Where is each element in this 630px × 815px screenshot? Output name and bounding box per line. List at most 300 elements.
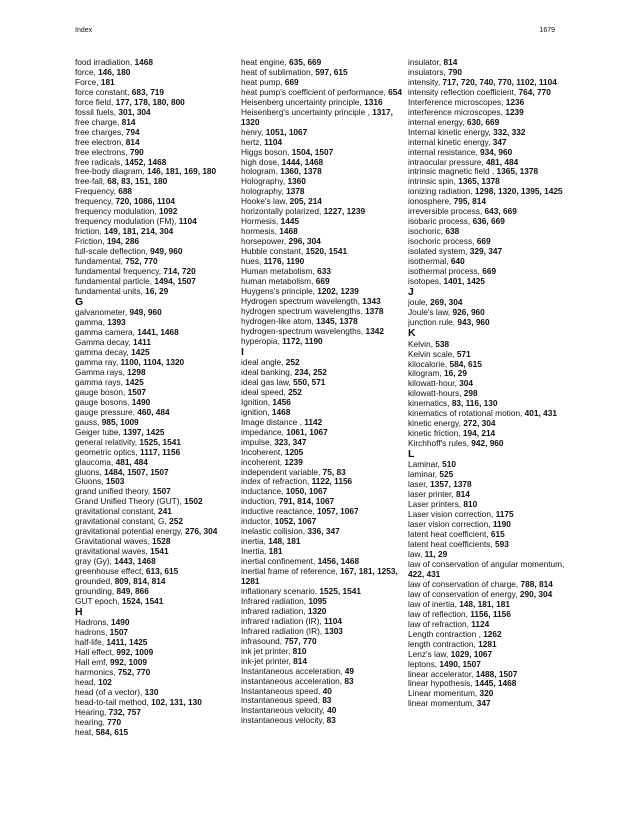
index-page-refs: 1050, 1067 bbox=[285, 486, 328, 497]
index-page-refs: 1202, 1239 bbox=[317, 285, 359, 296]
index-term: geometric optics, bbox=[75, 446, 141, 457]
index-page-refs: 757, 770 bbox=[284, 635, 317, 646]
index-entry bbox=[408, 277, 568, 287]
index-term: latent heat coefficients, bbox=[408, 539, 496, 550]
index-page-refs: 83 bbox=[326, 715, 336, 726]
index-term: human metabolism, bbox=[241, 275, 316, 286]
index-term: gamma ray, bbox=[75, 357, 121, 368]
index-term: Kelvin, bbox=[408, 338, 436, 349]
index-page-refs: 234, 252 bbox=[294, 367, 327, 377]
index-page-refs: 1397, 1425 bbox=[122, 426, 165, 437]
index-term: isochoric, bbox=[408, 226, 446, 237]
index-term: ignition, bbox=[241, 406, 272, 417]
index-page-refs: 943, 960 bbox=[457, 317, 490, 328]
index-page-refs: 40 bbox=[322, 685, 332, 696]
index-term: gauge bosons, bbox=[75, 396, 132, 407]
index-page-refs: 788, 814 bbox=[520, 578, 553, 589]
index-term: gamma camera, bbox=[75, 327, 138, 338]
index-page-refs: 1456 bbox=[272, 396, 291, 407]
index-page-refs: 1456, 1468 bbox=[317, 556, 360, 567]
index-term: half-life, bbox=[75, 637, 107, 648]
index-page-refs: 1360 bbox=[287, 176, 306, 187]
index-term: force constant, bbox=[75, 86, 132, 97]
running-header-title: Index bbox=[75, 27, 93, 34]
index-term: independent variable, bbox=[241, 466, 323, 477]
index-page-refs: 949, 960 bbox=[150, 246, 183, 257]
index-page-refs: 167, 181, 1253, 1281 bbox=[241, 566, 398, 587]
index-term: Geiger tube, bbox=[75, 426, 123, 437]
index-term: Interference microscopes, bbox=[408, 96, 506, 107]
index-page-refs: 16, 29 bbox=[443, 368, 468, 379]
index-term: Force, bbox=[75, 76, 101, 87]
index-term: impedance, bbox=[241, 426, 287, 437]
index-term: gravitational waves, bbox=[75, 546, 151, 557]
index-page-refs: 296, 304 bbox=[288, 236, 321, 247]
index-page-refs: 538 bbox=[435, 338, 450, 349]
index-term: inductive reactance, bbox=[241, 506, 318, 517]
index-term: isotopes, bbox=[408, 275, 444, 286]
index-term: infrared radiation (IR), bbox=[241, 615, 325, 626]
index-term: fundamental particle, bbox=[75, 275, 155, 286]
index-page-refs: 181 bbox=[100, 76, 115, 87]
index-term: Holography, bbox=[241, 176, 288, 187]
index-section-letter: J bbox=[408, 285, 414, 298]
index-term: ionosphere, bbox=[408, 196, 454, 207]
index-page-refs: 252 bbox=[169, 516, 183, 527]
index-term: law of reflection, bbox=[408, 608, 471, 619]
index-page-refs: 148, 181, 181 bbox=[459, 598, 510, 609]
index-term: Grand Unified Theory (GUT), bbox=[75, 496, 185, 507]
index-term: Infrared radiation (IR), bbox=[241, 625, 325, 636]
index-page-refs: 102 bbox=[98, 677, 112, 687]
index-page-refs: 1262 bbox=[483, 628, 502, 639]
index-term: kinematics of rotational motion, bbox=[408, 408, 525, 419]
index-term: incoherent, bbox=[241, 456, 285, 467]
index-page-refs: 949, 960 bbox=[129, 307, 162, 318]
index-term: head (of a vector), bbox=[75, 686, 145, 697]
index-term: hologram, bbox=[241, 166, 281, 177]
index-page-refs: 1425 bbox=[125, 376, 144, 387]
index-page-refs: 290, 304 bbox=[519, 588, 553, 599]
index-page-refs: 146, 180 bbox=[98, 66, 131, 77]
index-page-refs: 1317, 1320 bbox=[241, 106, 393, 127]
index-term: kilocalorie, bbox=[408, 358, 450, 369]
index-page-refs: 633 bbox=[317, 266, 331, 277]
index-term: hues, bbox=[241, 256, 264, 267]
index-page-refs: 401, 431 bbox=[524, 408, 557, 419]
index-page-refs: 992, 1009 bbox=[110, 657, 147, 668]
index-term: ideal angle, bbox=[241, 357, 286, 368]
index-page-refs: 795, 814 bbox=[453, 196, 486, 207]
index-page-refs: 1156, 1156 bbox=[470, 608, 511, 619]
index-page-refs: 643, 669 bbox=[484, 206, 517, 217]
index-term: ink jet printer, bbox=[241, 645, 293, 656]
index-term: grounding, bbox=[75, 585, 117, 596]
index-term: fossil fuels, bbox=[75, 106, 119, 117]
index-term: inductance, bbox=[241, 486, 286, 497]
index-term: kilogram, bbox=[408, 368, 444, 379]
index-term: GUT epoch, bbox=[75, 595, 122, 606]
index-term: free electron, bbox=[75, 136, 126, 147]
index-page-refs: 1029, 1067 bbox=[450, 648, 493, 659]
index-term: kinematics, bbox=[408, 398, 452, 409]
index-section-letter: G bbox=[75, 295, 84, 308]
index-term: ideal banking, bbox=[241, 367, 295, 377]
index-term: gamma rays, bbox=[75, 376, 126, 387]
index-term: Huygens's principle, bbox=[241, 285, 318, 296]
index-term: hydrogen-like atom, bbox=[241, 315, 317, 326]
index-page-refs: 205, 214 bbox=[289, 196, 322, 207]
index-term: intrinsic spin, bbox=[408, 176, 459, 187]
index-page-refs: 809, 814, 814 bbox=[114, 576, 166, 587]
index-term: Heisenberg's uncertainty principle , bbox=[241, 106, 373, 117]
index-term: index of refraction, bbox=[241, 476, 312, 487]
index-term: Linear momentum, bbox=[408, 688, 480, 699]
index-entry bbox=[408, 699, 568, 709]
index-term: full-scale deflection, bbox=[75, 246, 151, 257]
index-term: Gluons, bbox=[75, 476, 106, 487]
index-page-refs: 942, 960 bbox=[471, 438, 504, 449]
index-page-refs: 1343 bbox=[362, 295, 381, 306]
index-page-refs: 814 bbox=[443, 57, 458, 67]
index-page-refs: 1490, 1507 bbox=[439, 658, 481, 669]
index-term: Lenz's law, bbox=[408, 648, 451, 659]
index-term: gluons, bbox=[75, 466, 105, 477]
index-page-refs: 323, 347 bbox=[274, 436, 307, 447]
index-page-refs: 669 bbox=[315, 275, 330, 286]
index-term: henry, bbox=[241, 126, 266, 137]
index-page-refs: 1443, 1468 bbox=[114, 556, 156, 567]
index-page-refs: 525 bbox=[439, 469, 454, 480]
index-page-refs: 102, 131, 130 bbox=[151, 696, 202, 707]
index-term: infrasound, bbox=[241, 635, 285, 646]
index-term: fundamental, bbox=[75, 256, 126, 267]
index-term: laser vision correction, bbox=[408, 519, 493, 530]
index-page-refs: 1441, 1468 bbox=[137, 327, 179, 338]
index-term: Hubble constant, bbox=[241, 246, 306, 257]
index-page-refs: 1468 bbox=[279, 226, 298, 237]
index-entry bbox=[408, 560, 568, 580]
index-page-refs: 481, 484 bbox=[485, 156, 519, 167]
index-section-letter: K bbox=[408, 327, 416, 340]
index-page-refs: 1124 bbox=[471, 618, 490, 629]
index-term: inflationary scenario, bbox=[241, 585, 320, 596]
index-page-refs: 926, 960 bbox=[452, 307, 485, 318]
index-page-refs: 1520, 1541 bbox=[305, 246, 348, 257]
index-term: Frequency, bbox=[75, 186, 119, 197]
index-term: law of refraction, bbox=[408, 618, 472, 629]
index-term: frequency modulation (FM), bbox=[75, 216, 179, 227]
index-page-refs: 732, 757 bbox=[108, 706, 141, 717]
index-term: inelastic collision, bbox=[241, 526, 308, 537]
index-term: Human metabolism, bbox=[241, 266, 318, 277]
index-page-refs: 630, 669 bbox=[466, 116, 500, 127]
index-page-refs: 720, 1086, 1104 bbox=[115, 196, 175, 207]
index-page-refs: 1239 bbox=[284, 456, 303, 467]
index-term: force field, bbox=[75, 96, 116, 107]
index-term: Kelvin scale, bbox=[408, 348, 457, 359]
index-term: heat pump, bbox=[241, 76, 285, 87]
index-term: internal kinetic energy, bbox=[408, 136, 493, 147]
index-page-refs: 814 bbox=[125, 136, 140, 147]
index-entry bbox=[408, 439, 568, 449]
index-term: free charge, bbox=[75, 116, 122, 127]
index-term: Laminar, bbox=[408, 459, 443, 470]
index-term: linear accelerator, bbox=[408, 668, 476, 679]
index-page-refs: 1239 bbox=[505, 106, 524, 117]
index-term: Hooke's law, bbox=[241, 196, 290, 207]
index-term: internal resistance, bbox=[408, 146, 480, 157]
index-term: instantaneous acceleration, bbox=[241, 675, 345, 686]
index-page-refs: 1444, 1468 bbox=[281, 156, 324, 167]
index-page-refs: 814 bbox=[455, 489, 470, 500]
index-page-refs: 83 bbox=[344, 675, 354, 686]
index-page-refs: 1057, 1067 bbox=[317, 506, 359, 517]
index-page-refs: 83, 116, 130 bbox=[451, 398, 498, 409]
index-term: length contraction, bbox=[408, 638, 479, 649]
index-term: isothermal, bbox=[408, 256, 451, 267]
index-page-refs: 597, 615 bbox=[315, 66, 348, 77]
index-term: gauge pressure, bbox=[75, 406, 138, 417]
index-term: infrared radiation, bbox=[241, 605, 308, 616]
index-term: Ignition, bbox=[241, 396, 273, 407]
index-page-refs: 347 bbox=[476, 698, 491, 709]
index-term: hydrogen-spectrum wavelengths, bbox=[241, 325, 366, 336]
index-page-refs: 481, 484 bbox=[115, 456, 148, 467]
index-page-refs: 669 bbox=[482, 266, 497, 277]
index-term: ideal speed, bbox=[241, 386, 289, 397]
index-page-refs: 320 bbox=[479, 688, 494, 699]
index-page-refs: 1227, 1239 bbox=[323, 206, 366, 217]
index-page-refs: 1360, 1378 bbox=[280, 166, 322, 177]
index-term: kilowatt-hours, bbox=[408, 388, 464, 399]
index-page-refs: 1175 bbox=[495, 509, 514, 520]
index-term: Incoherent, bbox=[241, 446, 285, 457]
index-term: intraocular pressure, bbox=[408, 156, 486, 167]
index-page-refs: 1205 bbox=[284, 446, 304, 457]
index-page-refs: 1298, 1320, 1395, 1425 bbox=[474, 186, 563, 197]
index-page-refs: 636, 669 bbox=[472, 216, 505, 227]
index-page-refs: 1503 bbox=[105, 476, 125, 487]
index-page-refs: 332, 332 bbox=[493, 126, 526, 137]
index-term: Gamma rays, bbox=[75, 367, 128, 377]
index-page-refs: 1525, 1541 bbox=[319, 585, 361, 596]
index-page-refs: 49 bbox=[344, 665, 355, 676]
index-page-refs: 272, 304 bbox=[463, 418, 496, 429]
index-term: Gravitational waves, bbox=[75, 536, 153, 547]
index-page-refs: 1452, 1468 bbox=[124, 156, 167, 167]
index-page-refs: 301, 304 bbox=[118, 106, 151, 117]
index-term: latent heat coefficient, bbox=[408, 529, 491, 540]
index-page-refs: 460, 484 bbox=[137, 406, 170, 417]
index-term: friction, bbox=[75, 226, 105, 237]
index-page-refs: 304 bbox=[459, 378, 474, 389]
index-page-refs: 1100, 1104, 1320 bbox=[120, 357, 185, 368]
page-number: 1679 bbox=[539, 27, 555, 34]
index-page-refs: 1104 bbox=[178, 216, 197, 227]
index-page-refs: 992, 1009 bbox=[116, 647, 154, 658]
index-term: inertial frame of reference, bbox=[241, 566, 341, 577]
index-term: intrinsic magnetic field , bbox=[408, 166, 497, 177]
index-page-refs: 810 bbox=[463, 499, 478, 510]
index-page-refs: 1298 bbox=[127, 367, 146, 377]
index-term: Hadrons, bbox=[75, 617, 111, 628]
index-page-refs: 615 bbox=[490, 529, 505, 540]
index-page-refs: 1488, 1507 bbox=[475, 668, 518, 679]
index-term: law, bbox=[408, 549, 425, 560]
index-term: Hormesis, bbox=[241, 216, 281, 227]
index-term: Instantaneous speed, bbox=[241, 685, 323, 696]
index-page-refs: 177, 178, 180, 800 bbox=[115, 96, 185, 107]
index-page-refs: 194, 286 bbox=[106, 236, 140, 247]
index-page-refs: 1507 bbox=[152, 486, 171, 497]
index-page-refs: 1303 bbox=[324, 625, 343, 636]
index-term: ink-jet printer, bbox=[241, 655, 294, 666]
index-term: insulators, bbox=[408, 66, 449, 77]
index-term: gray (Gy), bbox=[75, 556, 115, 567]
index-page-refs: 985, 1009 bbox=[101, 416, 139, 427]
index-page-refs: 252 bbox=[288, 386, 302, 397]
index-page-refs: 1502 bbox=[184, 496, 203, 507]
index-page-refs: 40 bbox=[327, 705, 337, 716]
index-page-refs: 1401, 1425 bbox=[443, 275, 486, 286]
index-term: Hall effect, bbox=[75, 647, 117, 658]
index-section-letter: I bbox=[241, 345, 244, 358]
index-column-3 bbox=[408, 58, 568, 709]
index-page-refs: 1104 bbox=[324, 615, 343, 626]
index-term: fundamental frequency, bbox=[75, 266, 164, 277]
index-page-refs: 11, 29 bbox=[424, 549, 448, 560]
index-term: gravitational potential energy, bbox=[75, 526, 186, 537]
index-term: irreversible process, bbox=[408, 206, 485, 217]
index-page-refs: 16, 29 bbox=[145, 285, 169, 296]
index-page-refs: 669 bbox=[476, 236, 491, 247]
index-term: general relativity, bbox=[75, 436, 140, 447]
index-term: Instantaneous velocity, bbox=[241, 705, 328, 716]
index-term: law of inertia, bbox=[408, 598, 460, 609]
index-page-refs: 1320 bbox=[307, 605, 327, 616]
index-page-refs: 194, 214 bbox=[462, 428, 496, 439]
index-term: hertz, bbox=[241, 136, 265, 147]
index-term: linear hypothesis, bbox=[408, 678, 475, 689]
index-page-refs: 814 bbox=[121, 116, 136, 127]
index-page-refs: 1104 bbox=[264, 136, 283, 147]
index-term: laser printer, bbox=[408, 489, 456, 500]
index-page-refs: 752, 770 bbox=[117, 667, 151, 678]
index-page-refs: 1117, 1156 bbox=[140, 446, 181, 457]
index-term: Hearing, bbox=[75, 706, 109, 717]
index-term: frequency, bbox=[75, 196, 116, 207]
index-term: gauge boson, bbox=[75, 386, 128, 397]
index-page-refs: 298 bbox=[463, 388, 478, 399]
index-term: horizontally polarized, bbox=[241, 206, 324, 217]
index-page-refs: 1445 bbox=[280, 216, 300, 227]
index-page-refs: 1490 bbox=[131, 396, 151, 407]
index-page-refs: 1378 bbox=[365, 305, 384, 316]
index-term: laminar, bbox=[408, 469, 440, 480]
index-term: law of conservation of angular momentum, bbox=[408, 559, 565, 570]
index-page-refs: 148, 181 bbox=[268, 536, 301, 547]
index-page-refs: 1345, 1378 bbox=[316, 315, 358, 326]
index-page-refs: 1494, 1507 bbox=[154, 275, 196, 286]
index-page-refs: 638 bbox=[445, 226, 460, 237]
index-term: free-fall, bbox=[75, 176, 108, 187]
index-term: Inertia, bbox=[241, 546, 269, 557]
index-term: insulator, bbox=[408, 57, 444, 67]
index-term: instantaneous speed, bbox=[241, 695, 323, 706]
index-term: Hall emf, bbox=[75, 657, 111, 668]
index-section-letter: H bbox=[75, 605, 83, 618]
index-page-refs: 814 bbox=[293, 655, 307, 666]
index-term: ideal gas law, bbox=[241, 376, 294, 387]
index-term: Kirchhoff's rules, bbox=[408, 438, 472, 449]
index-term: laser, bbox=[408, 479, 431, 490]
index-term: gravitational constant, G, bbox=[75, 516, 170, 527]
index-page-refs: 714, 720 bbox=[163, 266, 196, 277]
index-page-refs: 764, 770 bbox=[518, 86, 551, 97]
index-term: high dose, bbox=[241, 156, 282, 167]
index-term: Infrared radiation, bbox=[241, 595, 309, 606]
index-term: gauss, bbox=[75, 416, 102, 427]
index-page-refs: 654 bbox=[388, 86, 403, 97]
index-section-letter: L bbox=[408, 448, 415, 461]
index-term: hadrons, bbox=[75, 627, 110, 638]
index-term: Laser printers, bbox=[408, 499, 464, 510]
index-page-refs: 584, 615 bbox=[449, 358, 482, 369]
index-term: intensity, bbox=[408, 76, 443, 87]
index-page-refs: 1342 bbox=[365, 325, 384, 336]
index-term: gamma, bbox=[75, 317, 108, 328]
index-term: free electrons, bbox=[75, 146, 130, 157]
index-page-refs: 75, 83 bbox=[322, 466, 346, 477]
index-term: Joule's law, bbox=[408, 307, 453, 318]
index-page-refs: 1484, 1507, 1507 bbox=[104, 466, 169, 477]
index-page-refs: 276, 304 bbox=[185, 526, 218, 537]
index-page-refs: 1357, 1378 bbox=[430, 479, 472, 490]
index-page-refs: 68, 83, 151, 180 bbox=[107, 176, 168, 187]
index-term: inertial confinement, bbox=[241, 556, 318, 567]
index-term: Hydrogen spectrum wavelength, bbox=[241, 295, 363, 306]
index-term: force, bbox=[75, 66, 99, 77]
index-page-refs: 1061, 1067 bbox=[286, 426, 328, 437]
index-term: linear momentum, bbox=[408, 698, 477, 709]
index-page-refs: 1095 bbox=[308, 595, 327, 606]
index-page-refs: 83 bbox=[322, 695, 332, 706]
index-page-refs: 1490 bbox=[110, 617, 130, 628]
index-entry bbox=[241, 108, 403, 128]
index-term: internal energy, bbox=[408, 116, 467, 127]
index-term: junction rule, bbox=[408, 317, 458, 328]
index-page-refs: 1393 bbox=[107, 317, 126, 328]
index-page-refs: 1504, 1507 bbox=[291, 146, 334, 157]
index-term: isolated system, bbox=[408, 246, 470, 257]
index-page-refs: 1528 bbox=[152, 536, 171, 547]
index-entry bbox=[241, 716, 403, 726]
index-term: free charges, bbox=[75, 126, 126, 137]
index-page-refs: 1524, 1541 bbox=[121, 595, 164, 606]
index-term: kinetic energy, bbox=[408, 418, 464, 429]
index-page-refs: 1468 bbox=[271, 406, 291, 417]
index-page-refs: 1507 bbox=[109, 627, 129, 638]
index-page-refs: 593 bbox=[495, 539, 509, 550]
index-term: impulse, bbox=[241, 436, 275, 447]
index-page-refs: 1172, 1190 bbox=[282, 335, 323, 346]
index-term: grounded, bbox=[75, 576, 115, 587]
index-term: law of conservation of energy, bbox=[408, 588, 520, 599]
index-page-refs: 1092 bbox=[158, 206, 178, 217]
index-term: isochoric process, bbox=[408, 236, 477, 247]
index-page-refs: 794 bbox=[125, 126, 140, 137]
